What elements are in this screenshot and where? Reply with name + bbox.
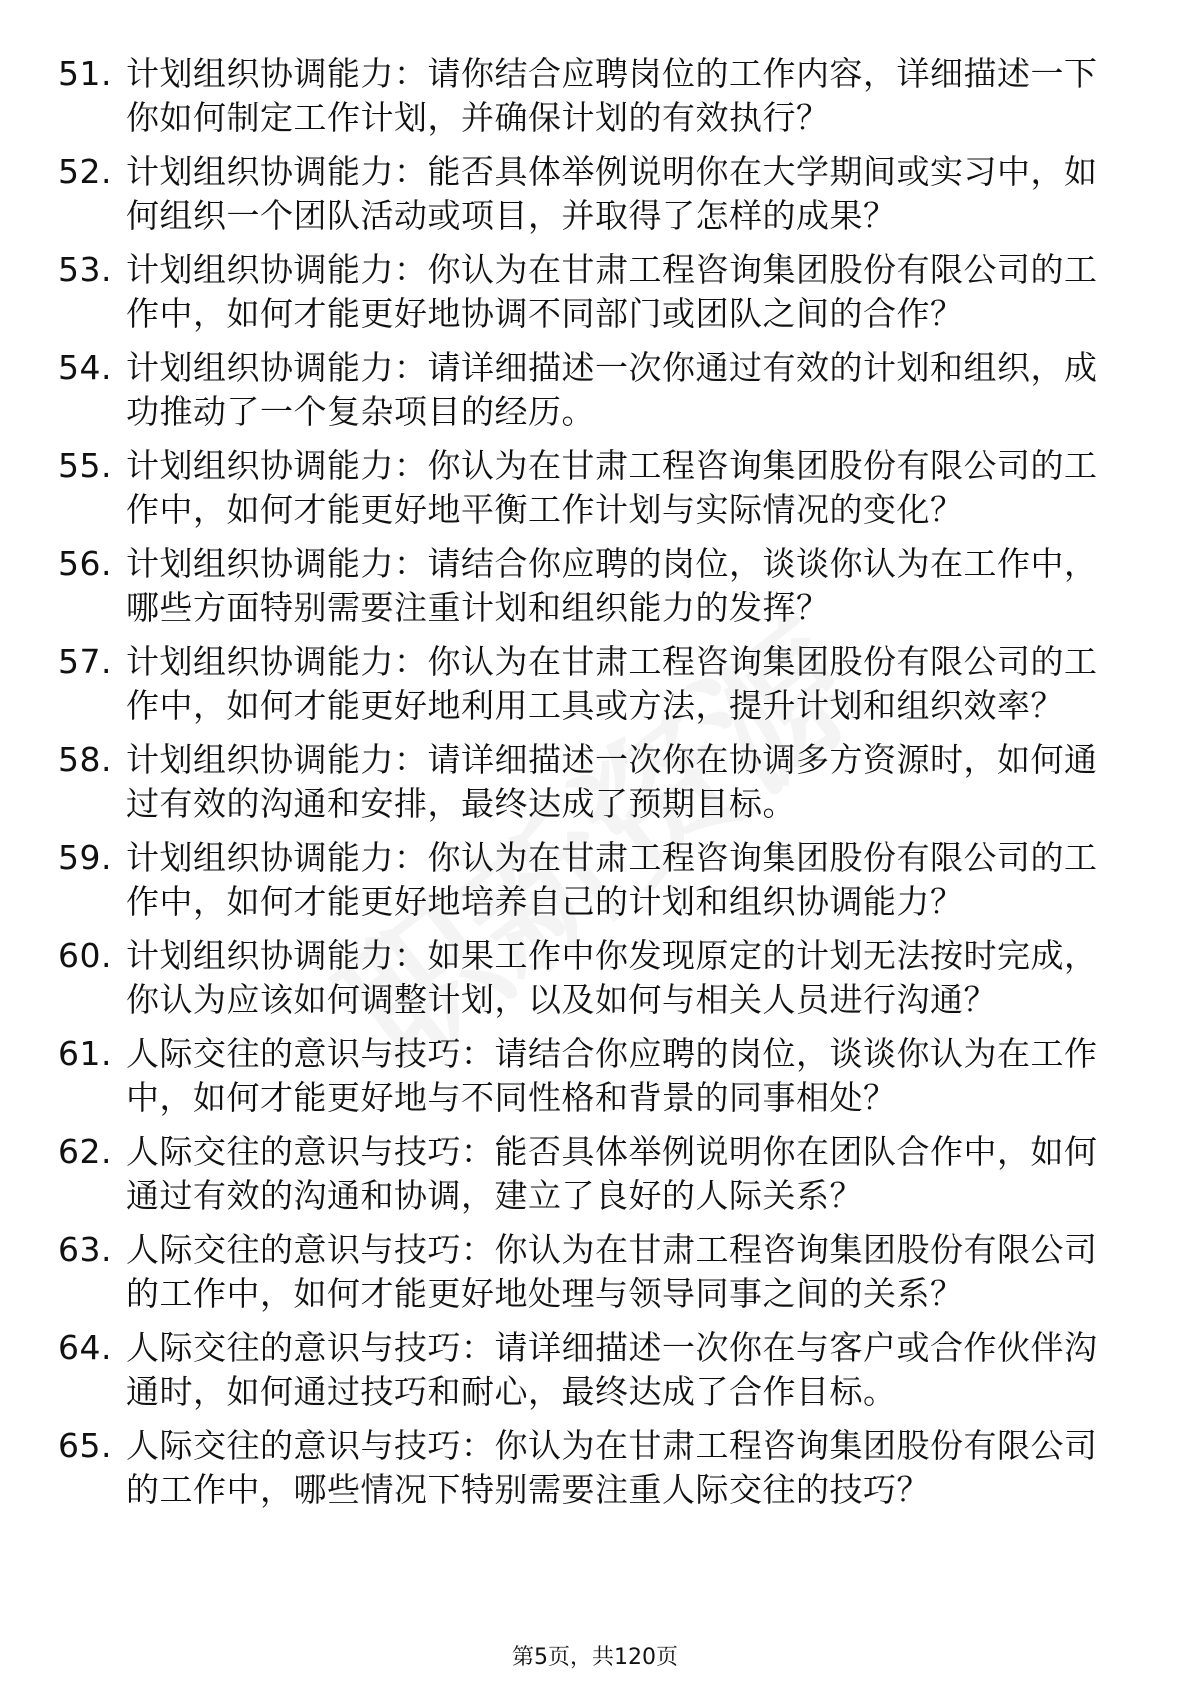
question-number: 55. [58,446,112,485]
question-item [58,248,1118,336]
question-item [58,346,1118,434]
question-number: 52. [58,152,112,191]
question-number: 53. [58,250,112,289]
question-item [58,52,1118,140]
question-text: 人际交往的意识与技巧：能否具体举例说明你在团队合作中，如何通过有效的沟通和协调，建立了良好的人际关系？ [126,1132,1098,1215]
question-item [58,444,1118,532]
question-text: 人际交往的意识与技巧：请详细描述一次你在与客户或合作伙伴沟通时，如何通过技巧和耐心，最终达成了合作目标。 [126,1328,1098,1411]
question-item [58,1424,1118,1512]
question-number: 59. [58,838,112,877]
question-number: 65. [58,1426,112,1465]
question-text: 计划组织协调能力：请结合你应聘的岗位，谈谈你认为在工作中，哪些方面特别需要注重计划和组织能力的发挥？ [126,544,1098,627]
question-item [58,1326,1118,1414]
question-number: 60. [58,936,112,975]
question-item [58,738,1118,826]
question-number: 61. [58,1034,112,1073]
question-item [58,934,1118,1022]
question-text: 计划组织协调能力：请你结合应聘岗位的工作内容，详细描述一下你如何制定工作计划，并确保计划的有效执行？ [126,54,1098,137]
question-text: 计划组织协调能力：如果工作中你发现原定的计划无法按时完成，你认为应该如何调整计划，以及如何与相关人员进行沟通？ [126,936,1098,1019]
question-number: 64. [58,1328,112,1367]
question-number: 51. [58,54,112,93]
question-text: 人际交往的意识与技巧：请结合你应聘的岗位，谈谈你认为在工作中，如何才能更好地与不同性格和背景的同事相处？ [126,1034,1098,1117]
question-number: 63. [58,1230,112,1269]
question-item [58,150,1118,238]
question-item [58,640,1118,728]
question-text: 计划组织协调能力：你认为在甘肃工程咨询集团股份有限公司的工作中，如何才能更好地平衡工作计划与实际情况的变化？ [126,446,1098,529]
question-number: 58. [58,740,112,779]
question-text: 人际交往的意识与技巧：你认为在甘肃工程咨询集团股份有限公司的工作中，如何才能更好地处理与领导同事之间的关系？ [126,1230,1098,1313]
question-number: 54. [58,348,112,387]
question-number: 56. [58,544,112,583]
question-item [58,1228,1118,1316]
question-list [58,52,1118,1522]
question-text: 计划组织协调能力：你认为在甘肃工程咨询集团股份有限公司的工作中，如何才能更好地利用工具或方法，提升计划和组织效率？ [126,642,1098,725]
question-text: 计划组织协调能力：能否具体举例说明你在大学期间或实习中，如何组织一个团队活动或项目，并取得了怎样的成果？ [126,152,1098,235]
question-text: 计划组织协调能力：你认为在甘肃工程咨询集团股份有限公司的工作中，如何才能更好地协调不同部门或团队之间的合作？ [126,250,1098,333]
question-item [58,542,1118,630]
question-item [58,1032,1118,1120]
question-item [58,836,1118,924]
question-number: 57. [58,642,112,681]
question-text: 计划组织协调能力：请详细描述一次你在协调多方资源时，如何通过有效的沟通和安排，最终达成了预期目标。 [126,740,1098,823]
question-item [58,1130,1118,1218]
question-text: 计划组织协调能力：请详细描述一次你通过有效的计划和组织，成功推动了一个复杂项目的经历。 [126,348,1098,431]
question-number: 62. [58,1132,112,1171]
question-text: 计划组织协调能力：你认为在甘肃工程咨询集团股份有限公司的工作中，如何才能更好地培养自己的计划和组织协调能力？ [126,838,1098,921]
question-text: 人际交往的意识与技巧：你认为在甘肃工程咨询集团股份有限公司的工作中，哪些情况下特别需要注重人际交往的技巧？ [126,1426,1098,1509]
page-footer: 第5页，共120页 [512,1645,678,1670]
